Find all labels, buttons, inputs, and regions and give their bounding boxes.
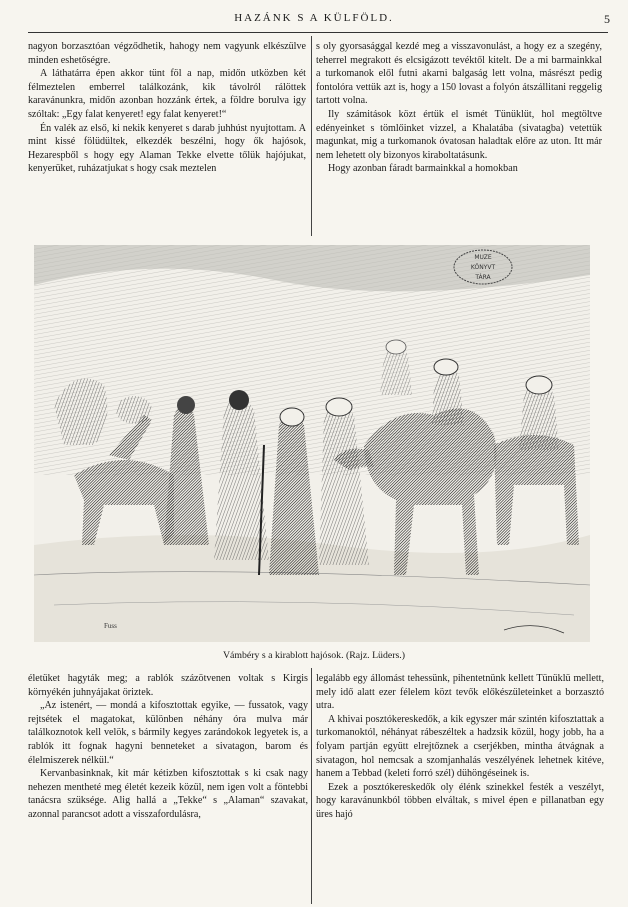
paragraph: Ily számitások közt értük el ismét Tünüklüt, hol megtöltve edényeinket s tömlőinket vizzel, a Khalatába (sivatagba) vetettük magunkat, mig a turkomanok óvatosan haladtak előre az uton. Itt már nem lehetett oly bizonyos kiraboltatásunk. <box>316 108 602 161</box>
text-column-bottom-left <box>28 672 308 904</box>
paragraph: nagyon borzasztóan végződhetik, hahogy nem vagyunk elkészülve minden eshetőségre. <box>28 41 306 66</box>
paragraph: életüket hagyták meg; a rablók százötvenen voltak s Kirgis környékén juhnyájakat öriztek. <box>28 673 308 698</box>
column-divider-top <box>311 36 312 236</box>
paragraph: Kervanbasinknak, kit már kétizben kifosztottak s ki csak nagy nehezen mentheté meg életét kezeik közül, nem igen volt a föntebbi tanácsra szüksége. Alig hallá a „Tekke“ s „Alaman“ szavakat, azonnal parancsot adott a visszafordulásra, <box>28 768 308 820</box>
text-column-bottom-right <box>316 672 604 904</box>
stamp-line: MUZE <box>474 254 492 261</box>
library-stamp <box>452 248 514 286</box>
engraver-signature: Fuss <box>104 622 117 630</box>
running-header <box>0 12 628 28</box>
paragraph: „Az istenért, — mondá a kifosztottak egyike, — fussatok, vagy rejtsétek el magatokat, különben néhány óra mulva már találkoznotok kell velök, s bármily kegyes zarándokok legyetek is, a rablók itt fognak hagyni benneteket a sivatagon, barom és élelmiszerek nélkül.“ <box>28 700 308 766</box>
paragraph: legalább egy állomást tehessünk, pihentetnünk kellett Tünüklü mellett, mely idő alatt ezer félelem közt tevők előkészületeinket a borzasztó utra. <box>316 673 604 712</box>
paragraph: s oly gyorsasággal kezdé meg a visszavonulást, a hogy ez a szegény, teherrel megrakott és elcsigázott tevéktől kitelt. De a mi barmainkkal a turkomanok elől futni akarni balgaság lett volna, másrészt pedig fontolóra vettük azt is, hogy a 150 lovast a folyón átszállitani reggelig tartott volna. <box>316 41 602 107</box>
text-column-top-left <box>28 40 306 240</box>
column-divider-bottom <box>311 668 312 904</box>
illustration-caption: Vámbéry s a kirablott hajósok. (Rajz. Lüders.) <box>222 650 405 661</box>
header-rule <box>28 32 608 33</box>
engraving-illustration <box>34 245 590 642</box>
paragraph: Hogy azonban fáradt barmainkkal a homokban <box>328 163 518 175</box>
text-column-top-right <box>316 40 602 240</box>
page-number: 5 <box>604 12 610 26</box>
header-title: HAZÁNK S A KÜLFÖLD. <box>234 12 394 24</box>
paragraph: A khivai posztókereskedők, a kik egyszer már szintén kifosztattak a turkomanoktól, néhányat rábeszéltek a hadzsik közül, hogy jobb, ha a folyam partján együtt elrejtőznek a cserjékben, mintha átvágnak a sivatagon, hol nemcsak a szomjanhalás veszélyének lehetnek kitéve, hanem a Tebbad (keleti forró szél) dühöngéseinek is. <box>316 713 604 780</box>
paragraph: Én valék az első, ki nekik kenyeret s darab juhhúst nyujtottam. A mint kissé fölüdültek, elkezdék beszélni, hogy ők hajósok, Hezarespből s hogy egy Alaman Tekke elvette tőlük hajójukat, kenyerüket, ruházatjukat s hogy csak meztelen <box>28 122 306 175</box>
paragraph: Ezek a posztókereskedők oly élénk szinekkel festék a veszélyt, hogy karavánunkból többen elváltak, s mivel épen e pillanatban egy üres hajó <box>316 781 604 820</box>
stamp-line: TÁRA <box>475 274 491 281</box>
paragraph: A láthatárra épen akkor tünt föl a nap, midőn utközben két félmeztelen emberrel találkozánk, kik távolról rálöttek karavánunkra, midőn azonban hozzánk értek, a földre borulva igy szóltak: „Egy falat kenyeret! egy falat kenyeret!“ <box>28 68 306 120</box>
stamp-line: KÖNYVT <box>470 264 496 271</box>
